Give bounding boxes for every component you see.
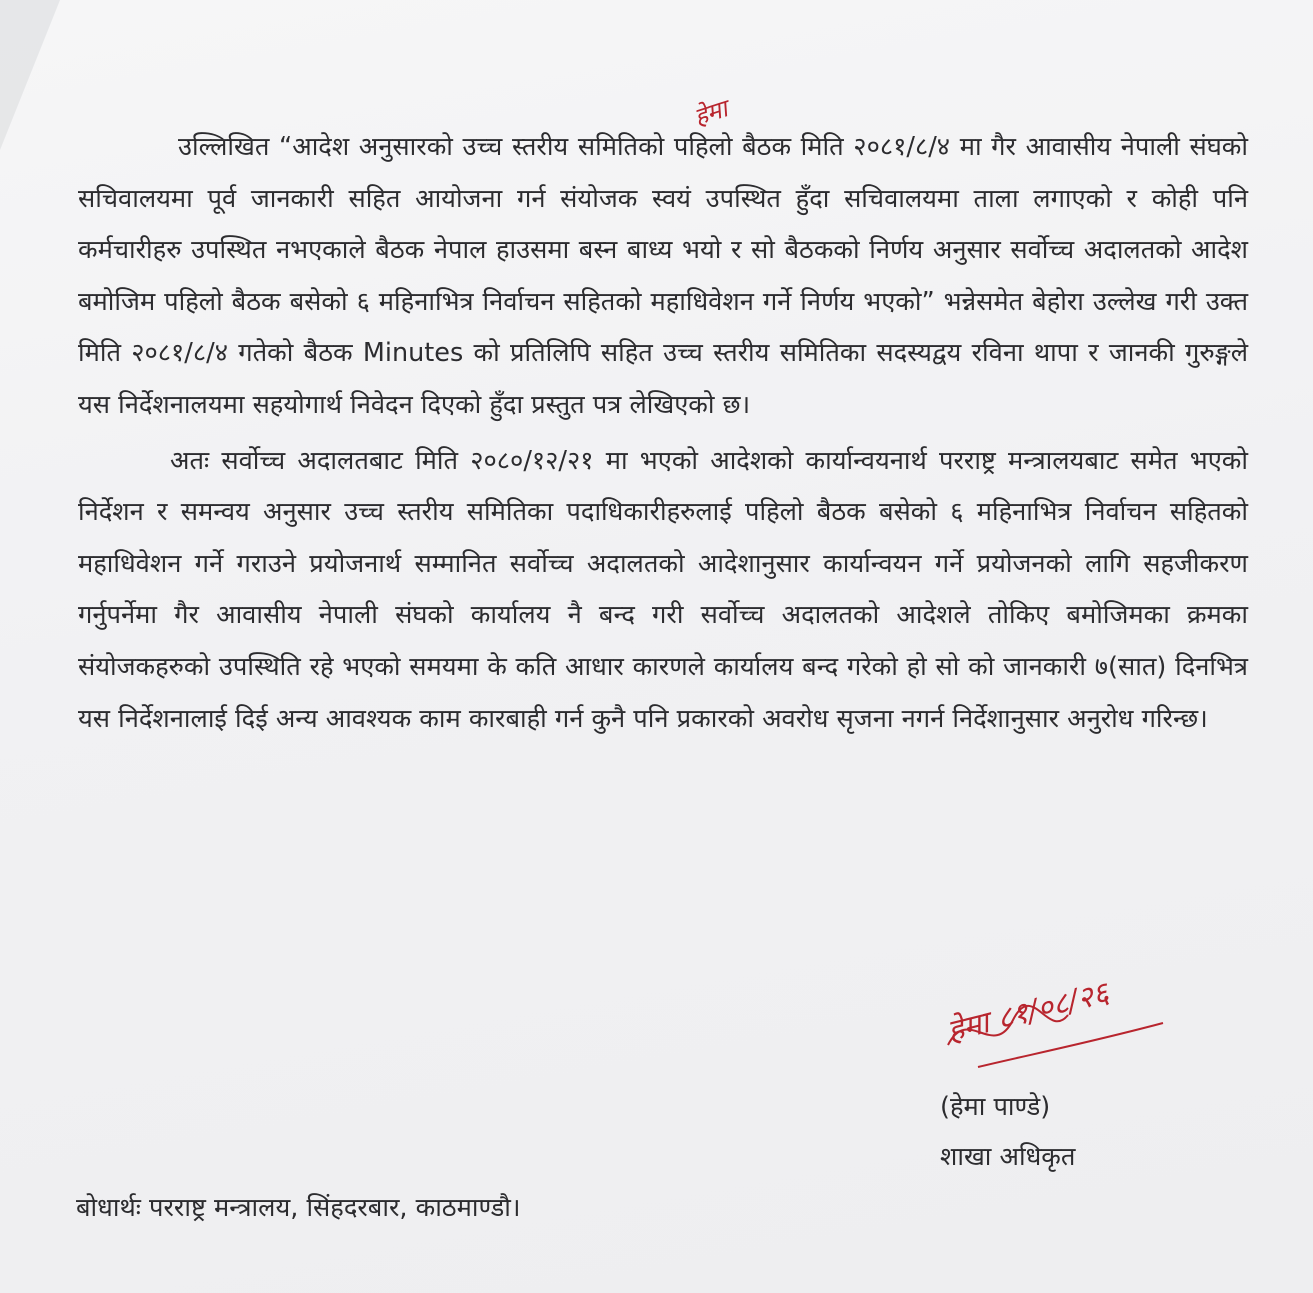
- letter-body: [78, 122, 1248, 745]
- sign-date: ८१/०८/२६: [993, 975, 1113, 1037]
- paragraph-1: उल्लिखित “आदेश अनुसारको उच्च स्तरीय समितिको पहिलो बैठक मिति २०८१/८/४ मा गैर आवासीय नेपाली संघको सचिवालयमा पूर्व जानकारी सहित आयोजना गर्न संयोजक स्वयं उपस्थित हुँदा सचिवालयमा ताला लगाएको र कोही पनि कर्मचारीहरु उपस्थित नभएकाले बैठक नेपाल हाउसमा बस्न बाध्य भयो र सो बैठकको निर्णय अनुसार सर्वोच्च अदालतको आदेश बमोजिम पहिलो बैठक बसेको ६ महिनाभित्र निर्वाचन सहितको महाधिवेशन गर्ने निर्णय भएको” भन्नेसमेत बेहोरा उल्लेख गरी उक्त मिति २०८१/८/४ गतेको बैठक Minutes को प्रतिलिपि सहित उच्च स्तरीय समितिका सदस्यद्वय रविना थापा र जानकी गुरुङ्गले यस निर्देशनालयमा सहयोगार्थ निवेदन दिएको हुँदा प्रस्तुत पत्र लेखिएको छ।: [78, 132, 1248, 420]
- signature-block: [940, 1082, 1075, 1182]
- paragraph-2: अतः सर्वोच्च अदालतबाट मिति २०८०/१२/२१ मा भएको आदेशको कार्यान्वयनार्थ परराष्ट्र मन्त्रालयबाट समेत भएको निर्देशन र समन्वय अनुसार उच्च स्तरीय समितिका पदाधिकारीहरुलाई पहिलो बैठक बसेको ६ महिनाभित्र निर्वाचन सहितको महाधिवेशन गर्ने गराउने प्रयोजनार्थ सम्मानित सर्वोच्च अदालतको आदेशानुसार कार्यान्वयन गर्ने प्रयोजनको लागि सहजीकरण गर्नुपर्नेमा गैर आवासीय नेपाली संघको कार्यालय नै बन्द गरी सर्वोच्च अदालतको आदेशले तोकिए बमोजिमका क्रमका संयोजकहरुको उपस्थिति रहे भएको समयमा के कति आधार कारणले कार्यालय बन्द गरेको हो सो को जानकारी ७(सात) दिनभित्र यस निर्देशनालाई दिई अन्य आवश्यक काम कारबाही गर्न कुनै पनि प्रकारको अवरोध सृजना नगर्न निर्देशानुसार अनुरोध गरिन्छ।: [78, 445, 1248, 734]
- cc-line: बोधार्थः परराष्ट्र मन्त्रालय, सिंहदरबार, काठमाण्डौ।: [76, 1193, 521, 1223]
- page-fold-shadow: [0, 0, 60, 150]
- signatory-designation: शाखा अधिकृत: [940, 1142, 1076, 1172]
- sign-initial: हेमा: [943, 1005, 993, 1050]
- handwritten-initial-top: हेमा: [690, 94, 731, 132]
- signatory-name: (हेमा पाण्डे): [940, 1092, 1051, 1122]
